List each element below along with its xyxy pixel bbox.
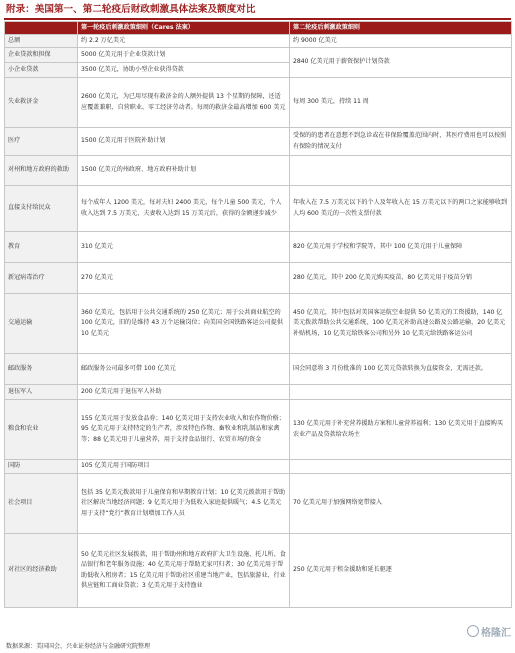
round-1-detail: 1500 亿美元用于医院补助计划 (78, 128, 290, 156)
table-row (5, 354, 512, 385)
row-category: 交通运输 (5, 294, 78, 354)
round-2-detail: 约 9000 亿美元 (290, 35, 512, 48)
table-row (5, 128, 512, 156)
row-category: 对州和地方政府的救助 (5, 156, 78, 186)
round-1-detail: 360 亿美元，包括用于公共交通系统的 250 亿美元；用于公共商业航空的 100 亿美元，旧的是维持 43 万个运输岗位；向美国全国铁路客运公司提供 10 亿美元 (78, 294, 290, 354)
table-row (5, 474, 512, 534)
round-1-detail: 1500 亿美元的州政府、地方政府补助计划 (78, 156, 290, 186)
round-1-detail: 310 亿美元 (78, 232, 290, 263)
round-1-detail: 105 亿美元用于国防项目 (78, 460, 290, 474)
row-category: 邮政服务 (5, 354, 78, 385)
round-1-detail: 2600 亿美元，为已用尽现有救济金的人额外提供 13 个星期的保障，还适应覆盖兼职、自营职业、零工经济劳动者。每周的救济金最高增加 600 美元 (78, 78, 290, 128)
round-2-detail: 年收入在 7.5 万美元以下的个人及年收入在 15 万美元以下的两口之家能够收到人均 600 美元的一次性支票付款 (290, 186, 512, 232)
round-2-detail (290, 460, 512, 474)
row-category: 失业救济金 (5, 78, 78, 128)
table-row (5, 78, 512, 128)
table-row (5, 534, 512, 608)
header-category (5, 22, 78, 35)
row-category: 退伍军人 (5, 385, 78, 400)
round-1-detail: 200 亿美元用于退伍军人补助 (78, 385, 290, 400)
round-2-detail: 820 亿美元用于学校和学院等，其中 100 亿美元用于儿童保障 (290, 232, 512, 263)
round-2-detail (290, 156, 512, 186)
round-2-detail: 2840 亿美元用于薪资保护计划贷款 (290, 48, 512, 78)
table-row (5, 385, 512, 400)
round-2-detail (290, 385, 512, 400)
round-1-detail: 5000 亿美元用于企业贷款计划 (78, 48, 290, 63)
header-round-2: 第二轮疫后刺激政策细则 (290, 22, 512, 35)
round-1-detail: 邮政服务公司最多可借 100 亿美元 (78, 354, 290, 385)
round-1-detail: 155 亿美元用于发放食品券；140 亿美元用于支持农业收入和农作物价格；95 亿美元用于支持特定的生产者，涉及特色作物、畜牧业和乳制品和家禽等；88 亿美元用于儿童营养，用于支持食品银行、农贸市场的资金 (78, 400, 290, 460)
table-header-row (5, 22, 512, 35)
header-round-1: 第一轮疫后刺激政策细则（Cares 法案） (78, 22, 290, 35)
round-1-detail: 270 亿美元 (78, 263, 290, 294)
row-category: 企业贷款和担保 (5, 48, 78, 63)
row-category: 社会项目 (5, 474, 78, 534)
row-category: 新冠病毒治疗 (5, 263, 78, 294)
title-divider (4, 18, 511, 20)
comparison-table (4, 21, 512, 608)
round-1-detail: 约 2.2 万亿美元 (78, 35, 290, 48)
data-source-note: 数据来源：美国国会、兴业证券经济与金融研究院整理 (6, 643, 151, 650)
row-category: 总额 (5, 35, 78, 48)
table-row (5, 232, 512, 263)
table-row (5, 400, 512, 460)
round-2-detail: 70 亿美元用于加强网络宽带接入 (290, 474, 512, 534)
table-row (5, 48, 512, 63)
round-2-detail: 250 亿美元用于租金援助和延长驱逐 (290, 534, 512, 608)
round-1-detail: 每个成年人 1200 美元，每对夫妇 2400 美元，每个儿童 500 美元，个人收入达到 7.5 万美元，夫妻收入达到 15 万美元后，获得的金额递步减少 (78, 186, 290, 232)
round-2-detail: 450 亿美元，其中包括对美国客运航空业提供 50 亿美元的工资援助，140 亿美元拨款帮助公共交通系统，100 亿美元补助高速公路及公路运输，20 亿美元补贴机场，10 亿美元给铁客公司和另外 10 亿美元给铁路客运公司 (290, 294, 512, 354)
page-title: 附录：美国第一、第二轮疫后财政刺激具体法案及额度对比 (6, 4, 256, 15)
row-category: 教育 (5, 232, 78, 263)
watermark-logo (467, 624, 513, 638)
table-row (5, 186, 512, 232)
round-2-detail: 每周 300 美元，持续 11 周 (290, 78, 512, 128)
table-row (5, 35, 512, 48)
table-row (5, 460, 512, 474)
round-1-detail: 50 亿美元社区发展拨款，用于帮助州和地方政府扩大卫生设施、托儿所、食品银行和老年服务设施；40 亿美元用于帮助无家可归者；30 亿美元用于帮助低收入租房者；15 亿美元用于帮助社区重建当地产业，包括旅游业、行业供应链和工商业贷款；3 亿美元用于支持渔业 (78, 534, 290, 608)
row-category: 直接支付给民众 (5, 186, 78, 232)
watermark-text: 格隆汇 (481, 628, 511, 639)
row-category: 对社区的经济救助 (5, 534, 78, 608)
round-2-detail: 受保的的患者在意想不到急诊或在非保险覆盖范围内时，其医疗费用也可以按照有保险的情况支付 (290, 128, 512, 156)
round-2-detail: 130 亿美元用于补充营养援助方案和儿童营养福利；130 亿美元用于直接购买农业产品及贷款给农场主 (290, 400, 512, 460)
row-category: 粮食和农业 (5, 400, 78, 460)
round-2-detail: 国会同意将 3 月份批准的 100 亿美元贷款转换为直接资金，无需还款。 (290, 354, 512, 385)
table-row (5, 156, 512, 186)
row-category: 医疗 (5, 128, 78, 156)
row-category: 小企业贷款 (5, 63, 78, 78)
round-2-detail: 280 亿美元，其中 200 亿美元购买疫苗，80 亿美元用于疫苗分销 (290, 263, 512, 294)
logo-icon (467, 625, 479, 637)
round-1-detail: 3500 亿美元，协助小型企业获得贷款 (78, 63, 290, 78)
table-row (5, 294, 512, 354)
row-category: 国防 (5, 460, 78, 474)
round-1-detail: 包括 35 亿美元拨款用于儿童保育和早期教育计划；10 亿美元拨款用于帮助社区解决当地经济问题；9 亿美元用于为低收入家庭提供暖气；4.5 亿美元用于支持“党行”教育计划增加工作人员 (78, 474, 290, 534)
table-row (5, 263, 512, 294)
